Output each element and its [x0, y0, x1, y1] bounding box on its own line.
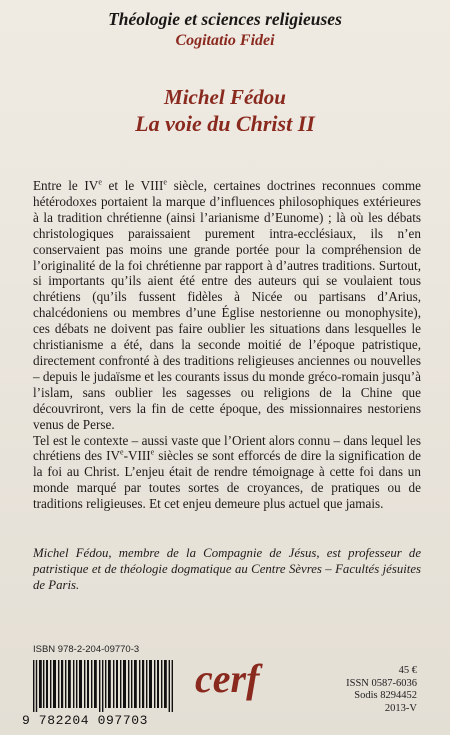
blurb-paragraph-1	[33, 178, 421, 433]
author-bio: Michel Fédou, membre de la Compagnie de Jésus, est professeur de patristique et de théologie dogmatique au Centre Sèvres – Facultés jésuites de Paris.	[33, 546, 421, 592]
barcode-number: 9 782204 097703	[22, 713, 149, 728]
superscript: e	[120, 448, 124, 458]
superscript: e	[98, 177, 102, 187]
edition-code: 2013-V	[384, 702, 417, 714]
price-info	[346, 665, 417, 715]
publisher-logo: cerf	[195, 656, 260, 701]
superscript: e	[150, 448, 155, 458]
issn: ISSN 0587-6036	[346, 677, 417, 689]
superscript: e	[163, 177, 167, 187]
series-subtitle: Cogitatio Fidei	[175, 32, 275, 49]
barcode-icon	[33, 660, 173, 712]
author-title-block	[0, 84, 450, 138]
series-header	[0, 8, 450, 52]
sodis-code: Sodis 8294452	[354, 690, 417, 701]
isbn-label: ISBN 978-2-204-09770-3	[33, 644, 140, 655]
text-run: siècles se sont efforcés de dire la signification de la foi au Christ. L’enjeu était de rendre témoignage à cette foi dans un monde marqué par toutes sortes de croyances, de pratiques ou de traditions religieuses. Et cet enjeu demeure plus actuel que jamais.	[33, 448, 422, 512]
text-run: Tel est le contexte – aussi vaste que l’Orient alors connu – dans lequel les chrétiens des IV	[33, 432, 421, 464]
author-name: Michel Fédou	[164, 85, 286, 109]
text-run: et le VIII	[101, 178, 164, 193]
text-run: siècle, certaines doctrines reconnues comme hétérodoxes portaient la marque d’influences philosophiques extérieures à la tradition chrétienne (ainsi l’arianisme d’Eunome) ; là où les débats christologiques paraissaient purement intra-ecclésiaux, ils n’en conservaient pas moins une grande portée pour la compréhension de l’originalité de la foi chrétienne par rapport à d’autres traditions. Surtout, si importants qu’ils aient été entre des auteurs qui se voulaient tous chrétiens (qu’ils fussent fidèles à Nicée ou partisans d’Arius, chalcédoniens ou membres d’une Église nestorienne ou monophysite), ces débats ne doivent pas faire oublier les situations dans lesquelles le christianisme a été, dans la seconde moitié de l’époque patristique, directement confronté à des traditions religieuses anciennes ou nouvelles – depuis le judaïsme et les courants issus du monde gréco-romain jusqu’à l’islam, sans oublier les sagesses ou religions de la Chine que découvriront, vers la fin de cette époque, des missionnaires nestoriens venus de Perse.	[33, 178, 421, 432]
blurb-paragraph-2	[33, 433, 421, 513]
text-run: -VIII	[123, 448, 151, 464]
blurb	[33, 178, 421, 512]
series-title: Théologie et sciences religieuses	[108, 9, 342, 29]
price: 45 €	[398, 665, 417, 676]
book-title: La voie du Christ II	[135, 111, 315, 136]
text-run: Entre le IV	[33, 178, 99, 193]
